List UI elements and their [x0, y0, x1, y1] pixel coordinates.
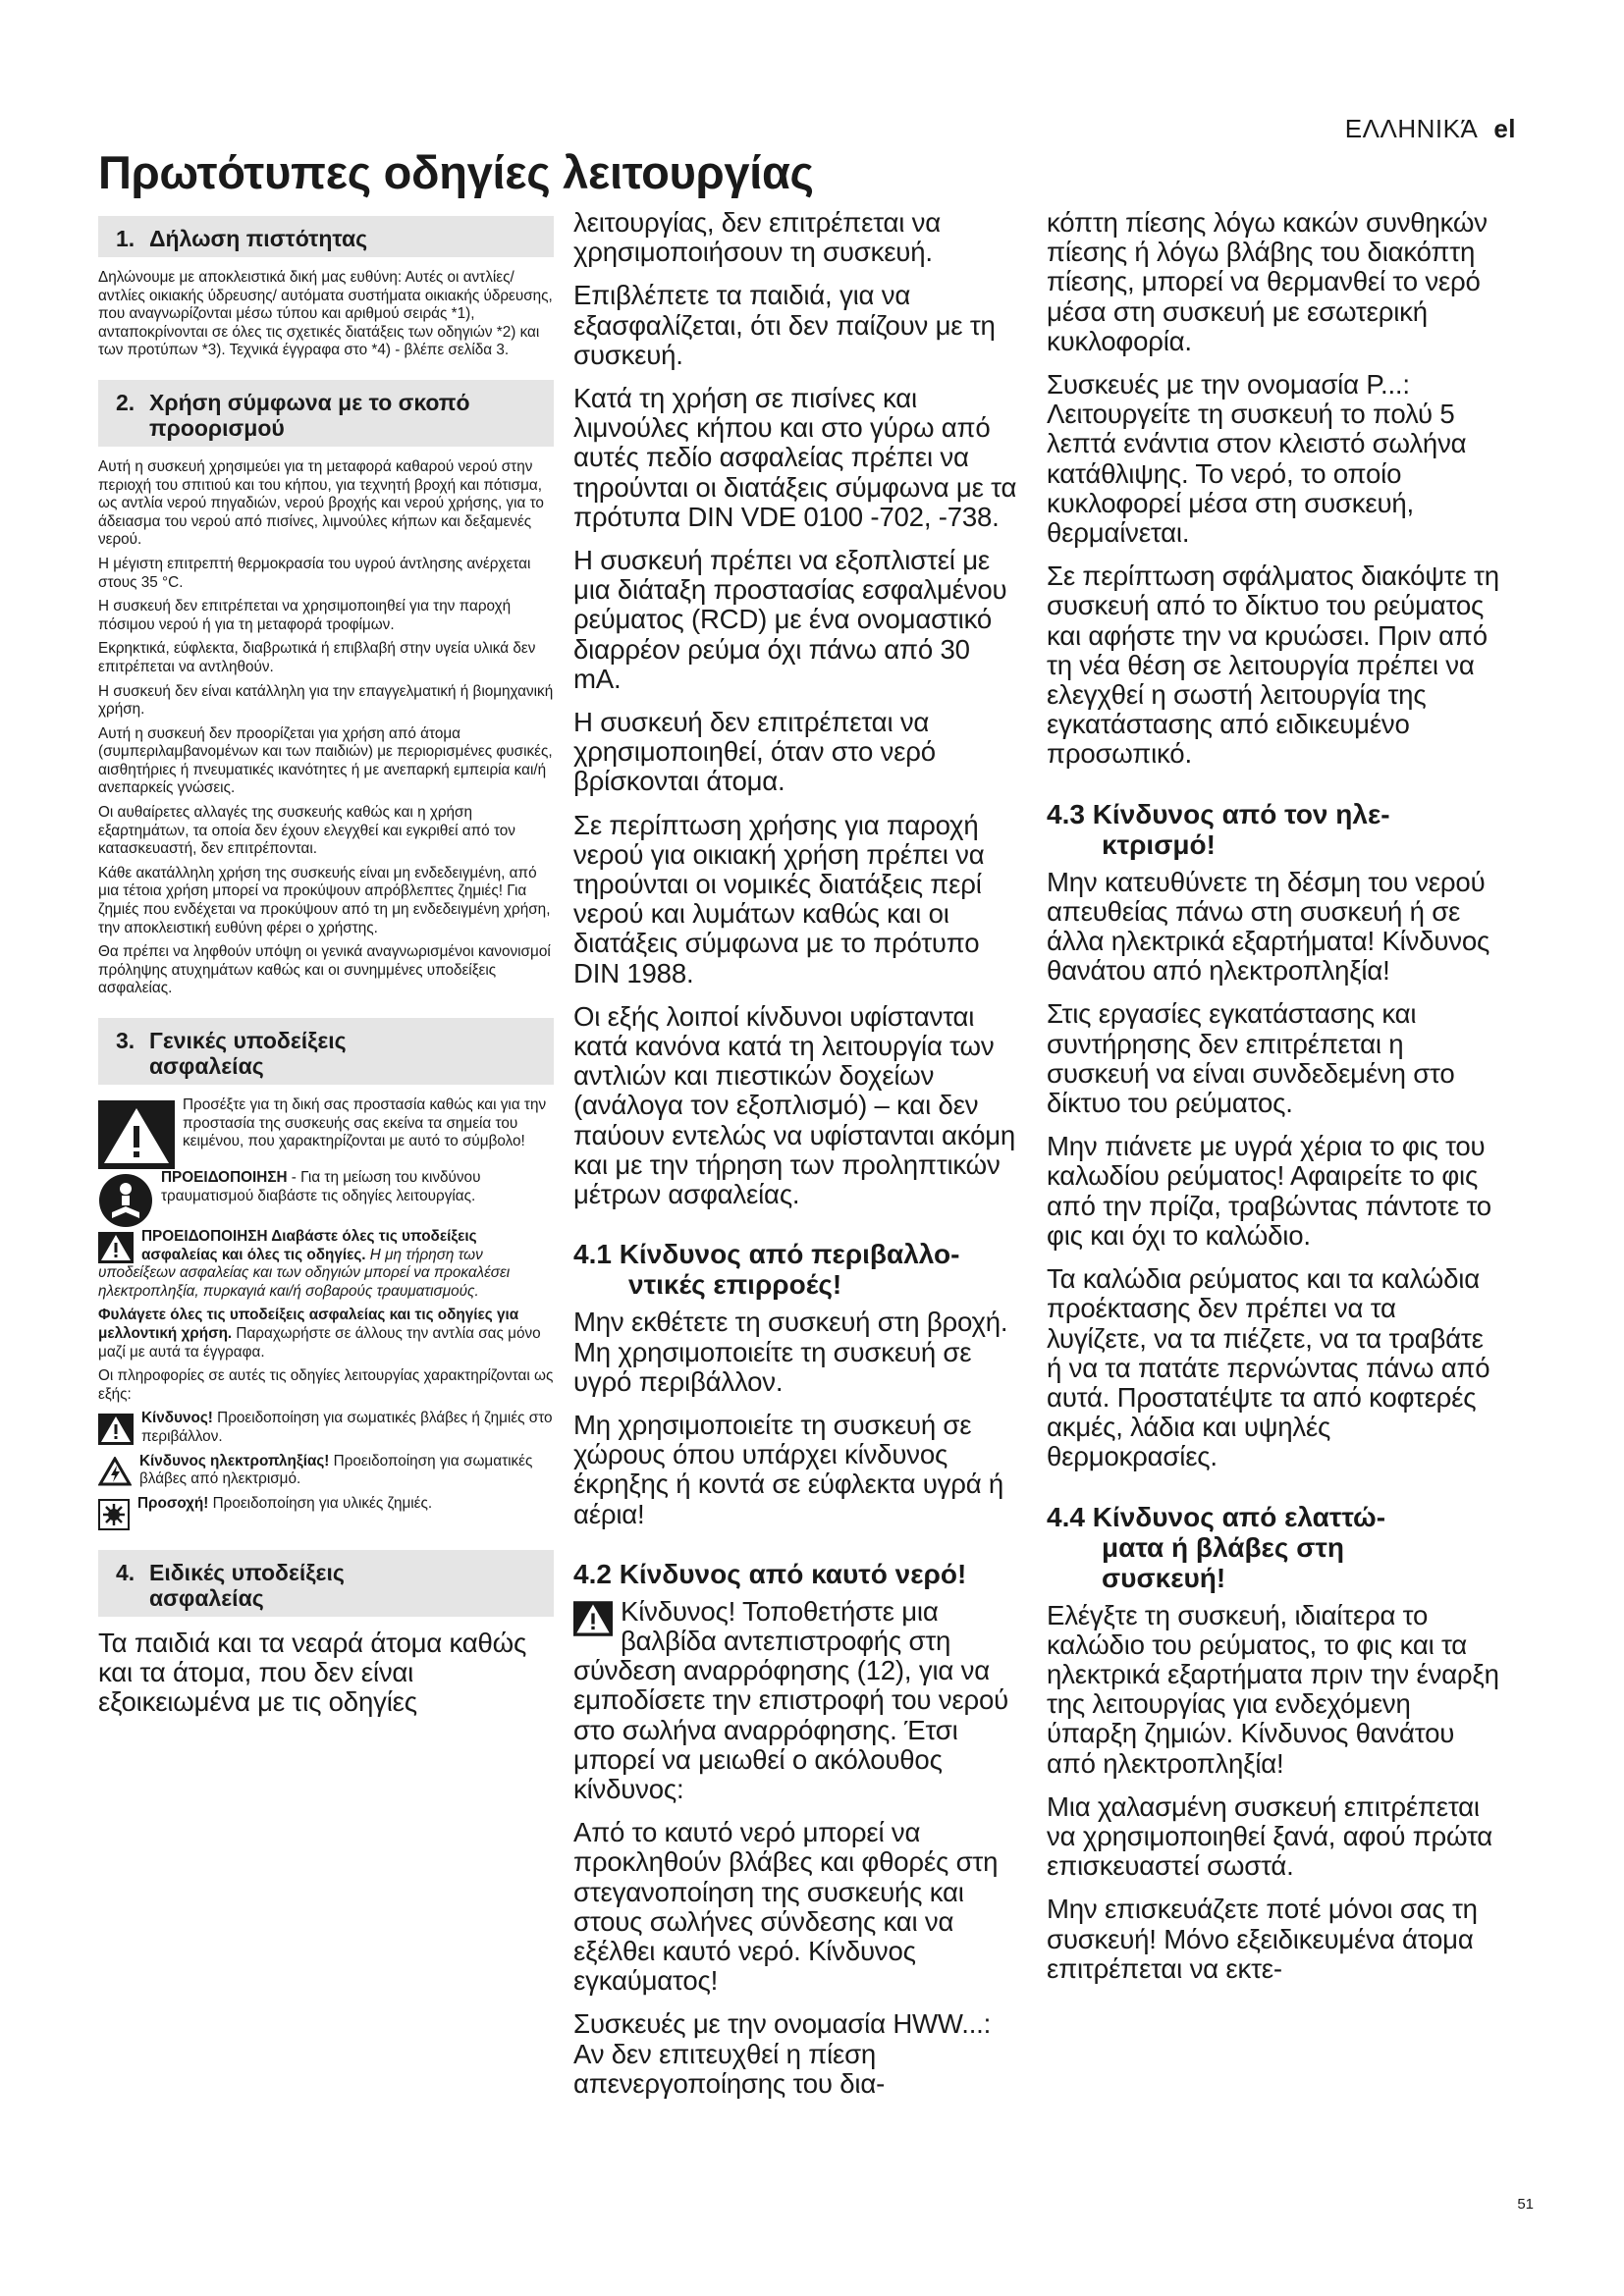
section-number: 3.: [116, 1028, 135, 1053]
heading-line2: ματα ή βλάβες στη: [1102, 1531, 1344, 1563]
paragraph: λειτουργίας, δεν επιτρέπεται να χρησιμοποιήσουν τη συσκευή.: [573, 207, 942, 268]
section-title-line2: ασφαλείας: [149, 1053, 264, 1079]
section-title: Ειδικές υποδείξεις: [149, 1559, 345, 1585]
section-title-line2: ασφαλείας: [149, 1584, 264, 1611]
section-number: 2.: [116, 389, 135, 415]
subsection-heading-4-4: [1047, 1502, 1500, 1593]
paragraph-text: Κίνδυνος! Τοποθετήστε μια βαλβίδα αντεπιστροφής στη σύνδεση αναρρόφησης (12), για να εμποδίσετε την επιστροφή του νερού στο σωλήνα αναρρόφησης. Έτσι μπορεί να μειωθεί ο ακόλουθος κίνδυνος:: [573, 1595, 1008, 1804]
read-manual-icon: [98, 1173, 153, 1228]
paragraph: Θα πρέπει να ληφθούν υπόψη οι γενικά αναγνωρισμένοι κανονισμοί πρόληψης ατυχημάτων καθώς και οι συνημμένες υποδείξεις ασφαλείας.: [98, 943, 551, 997]
language-code: el: [1493, 114, 1516, 143]
danger-icon: [573, 1601, 613, 1636]
paragraph: Η συσκευή δεν επιτρέπεται να χρησιμοποιηθεί, όταν στο νερό βρίσκονται άτομα.: [573, 707, 936, 797]
paragraph-text: Παραχωρήστε σε άλλους την αντλία σας μόνο μαζί με αυτά τα έγγραφα.: [98, 1324, 541, 1361]
warning-triangle-icon: [98, 1232, 134, 1263]
paragraph: Συσκευές με την ονομασία P...: Λειτουργείτε τη συσκευή το πολύ 5 λεπτά ενάντια στον κλειστό σωλήνα κατάθλιψης. Το νερό, το οποίο κυκλοφορεί μέσα στη συσκευή, θερμαίνεται.: [1047, 369, 1467, 549]
heading-line: 4.3 Κίνδυνος από τον ηλε-: [1047, 798, 1390, 829]
section-heading-3: [98, 1018, 554, 1085]
paragraph-text: - Για τη μείωση του κινδύνου τραυματισμού διαβάστε τις οδηγίες λειτουργίας.: [161, 1169, 481, 1204]
paragraph-text: Προειδοποίηση για σωματικές βλάβες από ηλεκτρισμό.: [139, 1452, 533, 1488]
paragraph: [98, 1228, 554, 1301]
danger-icon: [98, 1414, 134, 1445]
paragraph: Η συσκευή δεν είναι κατάλληλη για την επαγγελματική ή βιομηχανική χρήση.: [98, 682, 554, 719]
paragraph: Οι αυθαίρετες αλλαγές της συσκευής καθώς και η χρήση εξαρτημάτων, τα οποία δεν έχουν ελεγχθεί και εγκριθεί από τον κατασκευαστή, δεν επιτρέπονται.: [98, 804, 515, 858]
paragraph: [98, 1453, 554, 1489]
paragraph: Τα καλώδια ρεύματος και τα καλώδια προέκτασης δεν πρέπει να τα λυγίζετε, να τα πιέζετε, να τα τραβάτε ή να τα πατάτε περνώντας πάνω από αυτά. Προστατέψτε τα από κοφτερές ακμές, λάδια και υψηλές θερμοκρασίες.: [1047, 1263, 1490, 1472]
language-name: ΕΛΛΗΝΙΚΆ: [1344, 114, 1479, 143]
section-title: Χρήση σύμφωνα με το σκοπό: [149, 389, 470, 415]
paragraph-text: Προειδοποίηση για σωματικές βλάβες ή ζημιές στο περιβάλλον.: [141, 1410, 553, 1445]
column-1: [98, 208, 554, 1731]
heading-line: 4.1 Κίνδυνος από περιβαλλο-: [573, 1239, 960, 1270]
paragraph: [98, 1495, 554, 1514]
section-title: Δήλωση πιστότητας: [149, 226, 368, 251]
subsection-heading-4-1: [573, 1239, 1023, 1300]
subsection-heading-4-2: [573, 1559, 1023, 1589]
paragraph: Μην κατευθύνετε τη δέσμη του νερού απευθείας πάνω στη συσκευή ή σε άλλα ηλεκτρικά εξαρτήματα! Κίνδυνος θανάτου από ηλεκτροπληξία!: [1047, 866, 1490, 987]
paragraph: Οι εξής λοιποί κίνδυνοι υφίστανται κατά κανόνα κατά τη λειτουργία των αντλιών και πιεστικών δοχείων (ανάλογα τον εξοπλισμό) – και δεν παύουν εντελώς να υφίστανται ακόμη και με την τήρηση των προληπτικών μέτρων ασφαλείας.: [573, 1000, 1016, 1210]
paragraph: Αυτή η συσκευή χρησιμεύει για τη μεταφορά καθαρού νερού στην περιοχή του σπιτιού και του κήπου, για τεχνητή βροχή και πότισμα, ως αντλία νερού πηγαδιών, νερού βροχής και νερού χρήσης, για το άδειασμα του νερού από πισίνες, λιμνούλες κήπων και δεξαμενές νερού.: [98, 457, 544, 549]
paragraph: Τα παιδιά και τα νεαρά άτομα καθώς και τα άτομα, που δεν είναι εξοικειωμένα με τις οδηγίες: [98, 1627, 527, 1718]
paragraph: Κάθε ακατάλληλη χρήση της συσκευής είναι μη ενδεδειγμένη, από μια τέτοια χρήση μπορεί να προκύψουν απρόβλεπτες ζημιές! Για ζημιές που ενδέχεται να προκύψουν από τη μη ενδεδειγμένη χρήση, την αποκλειστική ευθύνη φέρει ο χρήστης.: [98, 864, 551, 936]
paragraph: Η συσκευή δεν επιτρέπεται να χρησιμοποιηθεί για την παροχή πόσιμου νερού ή για τη μεταφορά τροφίμων.: [98, 598, 512, 633]
electric-label: Κίνδυνος ηλεκτροπληξίας!: [139, 1452, 330, 1469]
paragraph: [98, 1096, 554, 1151]
paragraph: Κατά τη χρήση σε πισίνες και λιμνούλες κήπου και στο γύρω από αυτές πεδίο ασφαλείας πρέπει να τηρούνται οι διατάξεις σύμφωνα με τα πρότυπα DIN VDE 0100 -702, -738.: [573, 383, 1017, 532]
page-number: 51: [1517, 2196, 1534, 2213]
paragraph-text: Προσέξτε για τη δική σας προστασία καθώς και για την προστασία της συσκευής σας εκείνα τα σημεία του κειμένου, που χαρακτηρίζονται με αυτό το σύμβολο!: [183, 1096, 547, 1150]
section-title-line2: προορισμού: [149, 414, 285, 441]
paragraph: Μην επισκευάζετε ποτέ μόνοι σας τη συσκευή! Μόνο εξειδικευμένα άτομα επιτρέπεται να εκτε-: [1047, 1894, 1478, 1984]
paragraph: Στις εργασίες εγκατάστασης και συντήρησης δεν επιτρέπεται η συσκευή να είναι συνδεδεμένη στο δίκτυο του ρεύματος.: [1047, 998, 1455, 1119]
paragraph: Σε περίπτωση σφάλματος διακόψτε τη συσκευή από το δίκτυο του ρεύματος και αφήστε την να κρυώσει. Πριν από τη νέα θέση σε λειτουργία πρέπει να ελεγχθεί η σωστή λειτουργία της εγκατάστασης από ειδικευμένο προσωπικό.: [1047, 561, 1499, 770]
caution-icon: [98, 1499, 130, 1530]
heading-line3: συσκευή!: [1102, 1562, 1226, 1593]
section-number: 4.: [116, 1559, 135, 1585]
danger-label: Κίνδυνος!: [141, 1410, 213, 1427]
heading-line2: κτρισμό!: [1102, 828, 1216, 860]
paragraph: Δηλώνουμε με αποκλειστικά δική μας ευθύνη: Αυτές οι αντλίες/αντλίες οικιακής ύδρευσης/ αυτόματα συστήματα οικιακής ύδρευσης, που αναγνωρίζονται μέσω τύπου και αριθμού σειράς *1), ανταποκρίνονται σε όλες τις σχετικές διατάξεις των οδηγιών *2) και των προτύπων *3). Τεχνικά έγγραφα στο *4) - βλέπε σελίδα 3.: [98, 269, 553, 359]
paragraph-italic: Η μη τήρηση των υποδείξεων ασφαλείας και των οδηγιών μπορεί να προκαλέσει ηλεκτροπληξία, πυρκαγιά και/ή σοβαρούς τραυματισμούς.: [98, 1246, 511, 1300]
heading-line2: ντικές επιρροές!: [628, 1269, 842, 1301]
section-title: Γενικές υποδείξεις: [149, 1028, 347, 1053]
caution-label: Προσοχή!: [137, 1494, 209, 1512]
paragraph: Μη χρησιμοποιείτε τη συσκευή σε χώρους όπου υπάρχει κίνδυνος έκρηξης ή κοντά σε εύφλεκτα υγρά ή αέρια!: [573, 1409, 1004, 1529]
bold-text: Φυλάγετε όλες τις υποδείξεις ασφαλείας και τις οδηγίες για μελλοντική χρήση.: [98, 1307, 519, 1342]
paragraph: [98, 1410, 554, 1446]
page-title: Πρωτότυπες οδηγίες λειτουργίας: [98, 146, 814, 198]
heading-line: 4.4 Κίνδυνος από ελαττώ-: [1047, 1501, 1386, 1532]
paragraph: Η μέγιστη επιτρεπτή θερμοκρασία του υγρού άντλησης ανέρχεται στους 35 °C.: [98, 555, 531, 591]
paragraph: [98, 1169, 554, 1205]
paragraph: Επιβλέπετε τα παιδιά, για να εξασφαλίζεται, ότι δεν παίζουν με τη συσκευή.: [573, 280, 996, 370]
paragraph: Σε περίπτωση χρήσης για παροχή νερού για οικιακή χρήση πρέπει να τηρούνται οι νομικές διατάξεις περί νερού και λυμάτων καθώς και οι διατάξεις σύμφωνα με το πρότυπο DIN 1988.: [573, 809, 985, 988]
warning-label: ΠΡΟΕΙΔΟΠΟΙΗΣΗ: [161, 1169, 288, 1186]
warning-triangle-icon: [98, 1100, 175, 1169]
electric-shock-icon: [98, 1457, 132, 1486]
paragraph: [98, 1307, 554, 1362]
paragraph: Ελέγξτε τη συσκευή, ιδιαίτερα το καλώδιο του ρεύματος, το φις και τα ηλεκτρικά εξαρτήματα πριν την έναρξη της λειτουργίας για ενδεχόμενη ύπαρξη ζημιών. Κίνδυνος θανάτου από ηλεκτροπληξία!: [1047, 1599, 1499, 1779]
column-2: [573, 208, 1023, 2112]
section-heading-1: [98, 216, 554, 257]
paragraph: Η συσκευή πρέπει να εξοπλιστεί με μια διάταξη προστασίας εσφαλμένου ρεύματος (RCD) με ένα ονομαστικό διαρρέον ρεύμα όχι πάνω από 30 mA.: [573, 545, 1007, 694]
section-heading-2: [98, 380, 554, 447]
warning-label: ΠΡΟΕΙΔΟΠΟΙΗΣΗ Διαβάστε όλες τις υποδείξεις ασφαλείας και όλες τις οδηγίες.: [141, 1228, 477, 1263]
paragraph: [573, 1597, 1023, 1804]
heading-line: 4.2 Κίνδυνος από καυτό νερό!: [573, 1558, 967, 1589]
section-heading-4: [98, 1550, 554, 1617]
paragraph: Μια χαλασμένη συσκευή επιτρέπεται να χρησιμοποιηθεί ξανά, αφού πρώτα επισκευαστεί σωστά.: [1047, 1790, 1493, 1882]
paragraph: Αυτή η συσκευή δεν προορίζεται για χρήση από άτομα (συμπεριλαμβανομένων και των παιδιών) με περιορισμένες φυσικές, αισθητήριες ή πνευματικές ικανότητες ή με ανεπαρκή εμπειρία και/ή ανεπαρκείς γνώσεις.: [98, 724, 553, 797]
paragraph: Μην εκθέτετε τη συσκευή στη βροχή. Μη χρησιμοποιείτε τη συσκευή σε υγρό περιβάλλον.: [573, 1307, 1008, 1397]
paragraph-text: Προειδοποίηση για υλικές ζημιές.: [208, 1494, 433, 1512]
paragraph: Εκρηκτικά, εύφλεκτα, διαβρωτικά ή επιβλαβή στην υγεία υλικά δεν επιτρέπεται να αντληθούν.: [98, 640, 536, 675]
subsection-heading-4-3: [1047, 799, 1500, 860]
paragraph: Οι πληροφορίες σε αυτές τις οδηγίες λειτουργίας χαρακτηρίζονται ως εξής:: [98, 1367, 554, 1403]
section-number: 1.: [116, 226, 135, 251]
paragraph: κόπτη πίεσης λόγω κακών συνθηκών πίεσης ή λόγω βλάβης του διακόπτη πίεσης, μπορεί να θερμανθεί το νερό μέσα στη συσκευή με εσωτερική κυκλοφορία.: [1047, 207, 1488, 356]
paragraph: Συσκευές με την ονομασία HWW...: Αν δεν επιτευχθεί η πίεση απενεργοποίησης του δια-: [573, 2008, 992, 2099]
paragraph: Από το καυτό νερό μπορεί να προκληθούν βλάβες και φθορές στη στεγανοποίηση της συσκευής και στους σωλήνες σύνδεσης και να εξέλθει καυτό νερό. Κίνδυνος εγκαύματος!: [573, 1817, 999, 1997]
column-3: [1047, 208, 1500, 1998]
language-label: [1345, 114, 1516, 144]
paragraph: Μην πιάνετε με υγρά χέρια το φις του καλωδίου ρεύματος! Αφαιρείτε το φις από την πρίζα, τραβώντας πάντοτε το φις και όχι το καλώδιο.: [1047, 1131, 1491, 1251]
